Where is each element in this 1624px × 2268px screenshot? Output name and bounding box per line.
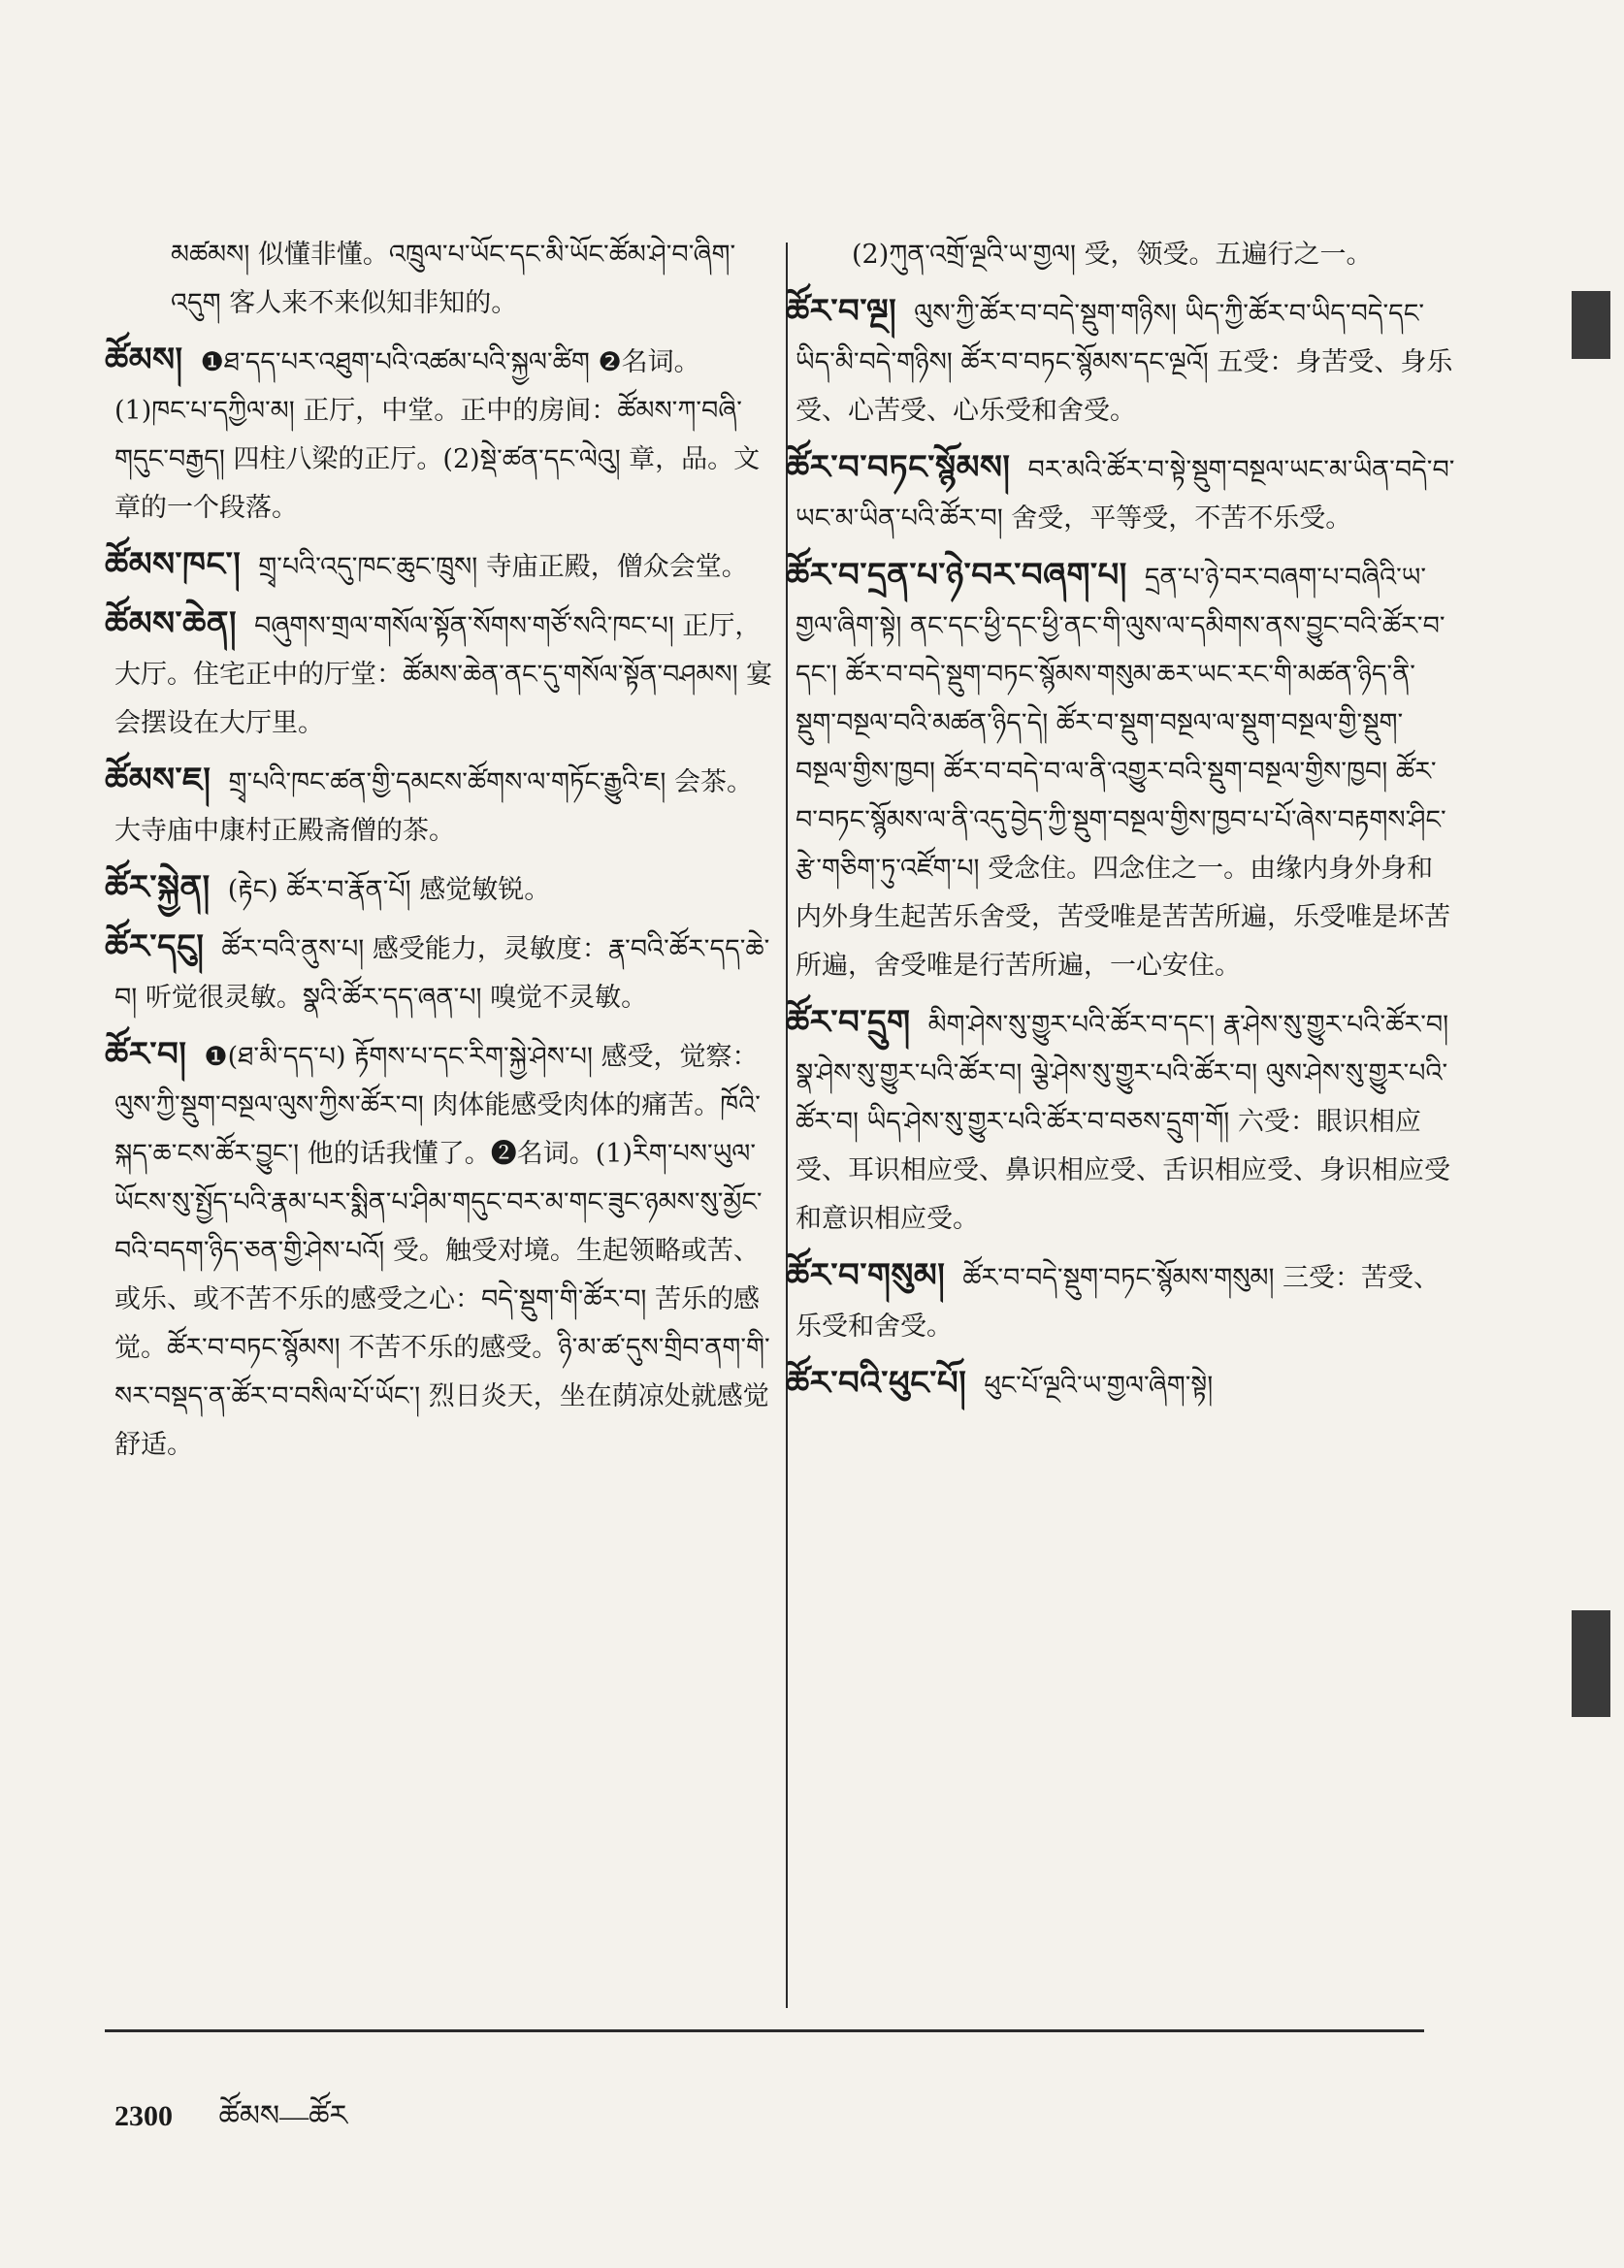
- dictionary-entry: [786, 551, 1455, 990]
- entry-headword: ཚོར་བ་དྲུག: [786, 1003, 911, 1042]
- entry-headword: ཚོར་སྐྱེན།: [105, 868, 211, 907]
- dictionary-entry: [786, 1359, 1455, 1410]
- right-column: [786, 231, 1455, 1418]
- entry-definition: བཞུགས་གྲལ་གསོལ་སྟོན་སོགས་གཙོ་སའི་ཁང་པ། 正厅，大厅。住宅正中的厅堂：ཚོམས་ཆེན་ནང་དུ་གསོལ་སྟོན་བཤམས། 宴会摆设在大厅里。: [114, 611, 773, 738]
- entry-definition: ཚོར་བ་བདེ་སྡུག་བཏང་སྙོམས་གསུམ། 三受：苦受、乐受和舍受。: [796, 1263, 1441, 1342]
- entry-headword: ཚོར་བ་བཏང་སྙོམས།: [786, 448, 1011, 487]
- column-divider: [786, 243, 788, 2008]
- dictionary-entry: [114, 231, 774, 328]
- entry-definition: དྲན་པ་ཉེ་བར་བཞག་པ་བཞིའི་ཡ་གྱལ་ཞིག་སྟེ། ནང་དང་ཕྱི་དང་ཕྱི་ནང་གི་ལུས་ལ་དམིགས་ནས་བྱུང་བའི་ཚོར་བ་དང་། ཚོར་བ་བདེ་སྡུག་བཏང་སྙོམས་གསུམ་ཆར་ཡང་རང་གི་མཚན་ཉིད་ནི་སྡུག་བསྔལ་བའི་མཚན་ཉིད་དེ། ཚོར་བ་སྡུག་བསྔལ་ལ་སྡུག་བསྔལ་གྱི་སྡུག་བསྔལ་གྱིས་ཁྱབ། ཚོར་བ་བདེ་བ་ལ་ནི་འགྱུར་བའི་སྡུག་བསྔལ་གྱིས་ཁྱབ། ཚོར་བ་བཏང་སྙོམས་ལ་ནི་འདུ་བྱེད་ཀྱི་སྡུག་བསྔལ་གྱིས་ཁྱབ་པ་པོ་ཞེས་བརྟགས་ཤིང་རྩེ་གཅིག་ཏུ་འཛོག་པ། 受念住。四念住之一。由缘内身外身和内外身生起苦乐舍受，苦受唯是苦苦所遍，乐受唯是坏苦所遍，舍受唯是行苦所遍，一心安住。: [796, 563, 1450, 981]
- dictionary-entry: [105, 756, 774, 856]
- entry-headword: ཚོར་བའི་ཕུང་པོ།: [786, 1364, 967, 1403]
- scan-edge-mark: [1572, 1610, 1610, 1717]
- page-range-guide-words: ཚོམས—ཚོར: [218, 2100, 348, 2132]
- entry-definition: ལུས་ཀྱི་ཚོར་བ་བདེ་སྡུག་གཉིས། ཡིད་ཀྱི་ཚོར་བ་ཡིད་བདེ་དང་ཡིད་མི་བདེ་གཉིས། ཚོར་བ་བཏང་སྙོམས་དང་ལྔའོ། 五受：身苦受、身乐受、心苦受、心乐受和舍受。: [796, 299, 1453, 426]
- entry-definition: ❶(ཐ་མི་དད་པ) རྟོགས་པ་དང་རིག་སྐྱེ་ཤེས་པ། 感受，觉察：ལུས་ཀྱི་སྡུག་བསྔལ་ལུས་ཀྱིས་ཚོར་བ། 肉体能感受肉体的痛苦。ཁོའི་སྐད་ཆ་ངས་ཚོར་བྱུང་། 他的话我懂了。❷名词。(1)རིག་པས་ཡུལ་ཡོངས་སུ་སྤྱོད་པའི་རྣམ་པར་སྨིན་པ་ཤིམ་གདུང་བར་མ་གང་ཟུང་ཉམས་སུ་མྱོང་བའི་བདག་ཉིད་ཅན་གྱི་ཤེས་པའོ། 受。触受对境。生起领略或苦、或乐、或不苦不乐的感受之心：བདེ་སྡུག་གི་ཚོར་བ། 苦乐的感觉。ཚོར་བ་བཏང་སྙོམས། 不苦不乐的感受。ཉི་མ་ཚ་དུས་གྲིབ་ནག་གི་སར་བསྡད་ན་ཚོར་བ་བསིལ་པོ་ཡོང་། 烈日炎天，坐在荫凉处就感觉舒适。: [114, 1042, 770, 1460]
- entry-headword: ཚོར་དངུ།: [105, 927, 205, 966]
- entry-definition: མིག་ཤེས་སུ་གྱུར་པའི་ཚོར་བ་དང་། རྣ་ཤེས་སུ་གྱུར་པའི་ཚོར་བ། སྣ་ཤེས་སུ་གྱུར་པའི་ཚོར་བ། ལྕེ་ཤེས་སུ་གྱུར་པའི་ཚོར་བ། ལུས་ཤེས་སུ་གྱུར་པའི་ཚོར་བ། ཡིད་ཤེས་སུ་གྱུར་པའི་ཚོར་བ་བཅས་དྲུག་གོ། 六受：眼识相应受、耳识相应受、鼻识相应受、舌识相应受、身识相应受和意识相应受。: [796, 1010, 1450, 1234]
- entry-headword: ཚོར་བ་གསུམ།: [786, 1256, 946, 1295]
- dictionary-entry: [786, 1251, 1455, 1351]
- dictionary-entry: [105, 863, 774, 915]
- entry-headword: ཚོར་བ་དྲན་པ་ཉེ་བར་བཞག་པ།: [786, 556, 1127, 595]
- page-number: 2300: [114, 2100, 173, 2132]
- entry-headword: ཚོམས་ཇ།: [105, 761, 211, 799]
- entry-definition: ཚོར་བའི་ནུས་པ། 感受能力，灵敏度：རྣ་བའི་ཚོར་དད་ཆེ་བ། 听觉很灵敏。སྣའི་ཚོར་དད་ཞན་པ། 嗅觉不灵敏。: [114, 934, 770, 1013]
- entry-headword: ཚོམས།: [105, 340, 183, 379]
- dictionary-entry: [105, 540, 774, 592]
- entry-definition: མཚམས། 似懂非懂。འཁྲུལ་པ་ཡོང་དང་མི་ཡོང་ཚོམ་ཤེ་བ་ཞིག་འདུག 客人来不来似知非知的。: [171, 240, 736, 318]
- entry-definition: ❶ཐ་དད་པར་འཐུག་པའི་འཚམ་པའི་སྐྱལ་ཚིག ❷名词。(1)ཁང་པ་དཀྱིལ་མ། 正厅，中堂。正中的房间：ཚོམས་ཀ་བཞི་གདུང་བརྒྱད། 四柱八梁的正厅。(2)སྡེ་ཚན་དང་ལེའུ། 章，品。文章的一个段落。: [114, 347, 761, 523]
- dictionary-entry: [105, 336, 774, 533]
- entry-definition: (རྟེང) ཚོར་བ་རྣོན་པོ། 感觉敏锐。: [227, 875, 551, 905]
- dictionary-entry: [105, 599, 774, 748]
- left-column: [105, 231, 774, 1477]
- page-footer: [114, 2084, 347, 2165]
- entry-definition: བར་མའི་ཚོར་བ་སྟེ་སྡུག་བསྔལ་ཡང་མ་ཡིན་བདེ་བ་ཡང་མ་ཡིན་པའི་ཚོར་བ། 舍受，平等受，不苦不乐受。: [796, 455, 1455, 534]
- entry-headword: ཚོམས་ཆེན།: [105, 604, 238, 643]
- dictionary-entry: [796, 231, 1455, 279]
- dictionary-entry: [786, 443, 1455, 543]
- dictionary-entry: [105, 923, 774, 1022]
- entry-headword: ཚོར་བ་ལྔ།: [786, 292, 897, 331]
- entry-definition: གྲྭ་པའི་འདུ་ཁང་ཆུང་ཁྲུས། 寺庙正殿，僧众会堂。: [258, 552, 748, 582]
- entry-headword: ཚོར་བ།: [105, 1035, 187, 1074]
- dictionary-entry: [786, 998, 1455, 1244]
- scan-edge-mark: [1572, 291, 1610, 359]
- dictionary-entry: [105, 1030, 774, 1470]
- entry-definition: (2)ཀུན་འགྲོ་ལྔའི་ཡ་གྱལ། 受，领受。五遍行之一。: [852, 240, 1373, 270]
- entry-headword: ཚོམས་ཁང་།: [105, 545, 242, 584]
- entry-definition: ཕུང་པོ་ལྔའི་ཡ་གྱལ་ཞིག་སྟེ།: [984, 1371, 1214, 1401]
- dictionary-entry: [786, 287, 1455, 436]
- entry-definition: གྲྭ་པའི་ཁང་ཚན་གྱི་དམངས་ཚོགས་ལ་གཏོང་རྒྱུའི་ཇ། 会茶。大寺庙中康村正殿斋僧的茶。: [114, 767, 753, 846]
- footer-rule: [105, 2029, 1424, 2032]
